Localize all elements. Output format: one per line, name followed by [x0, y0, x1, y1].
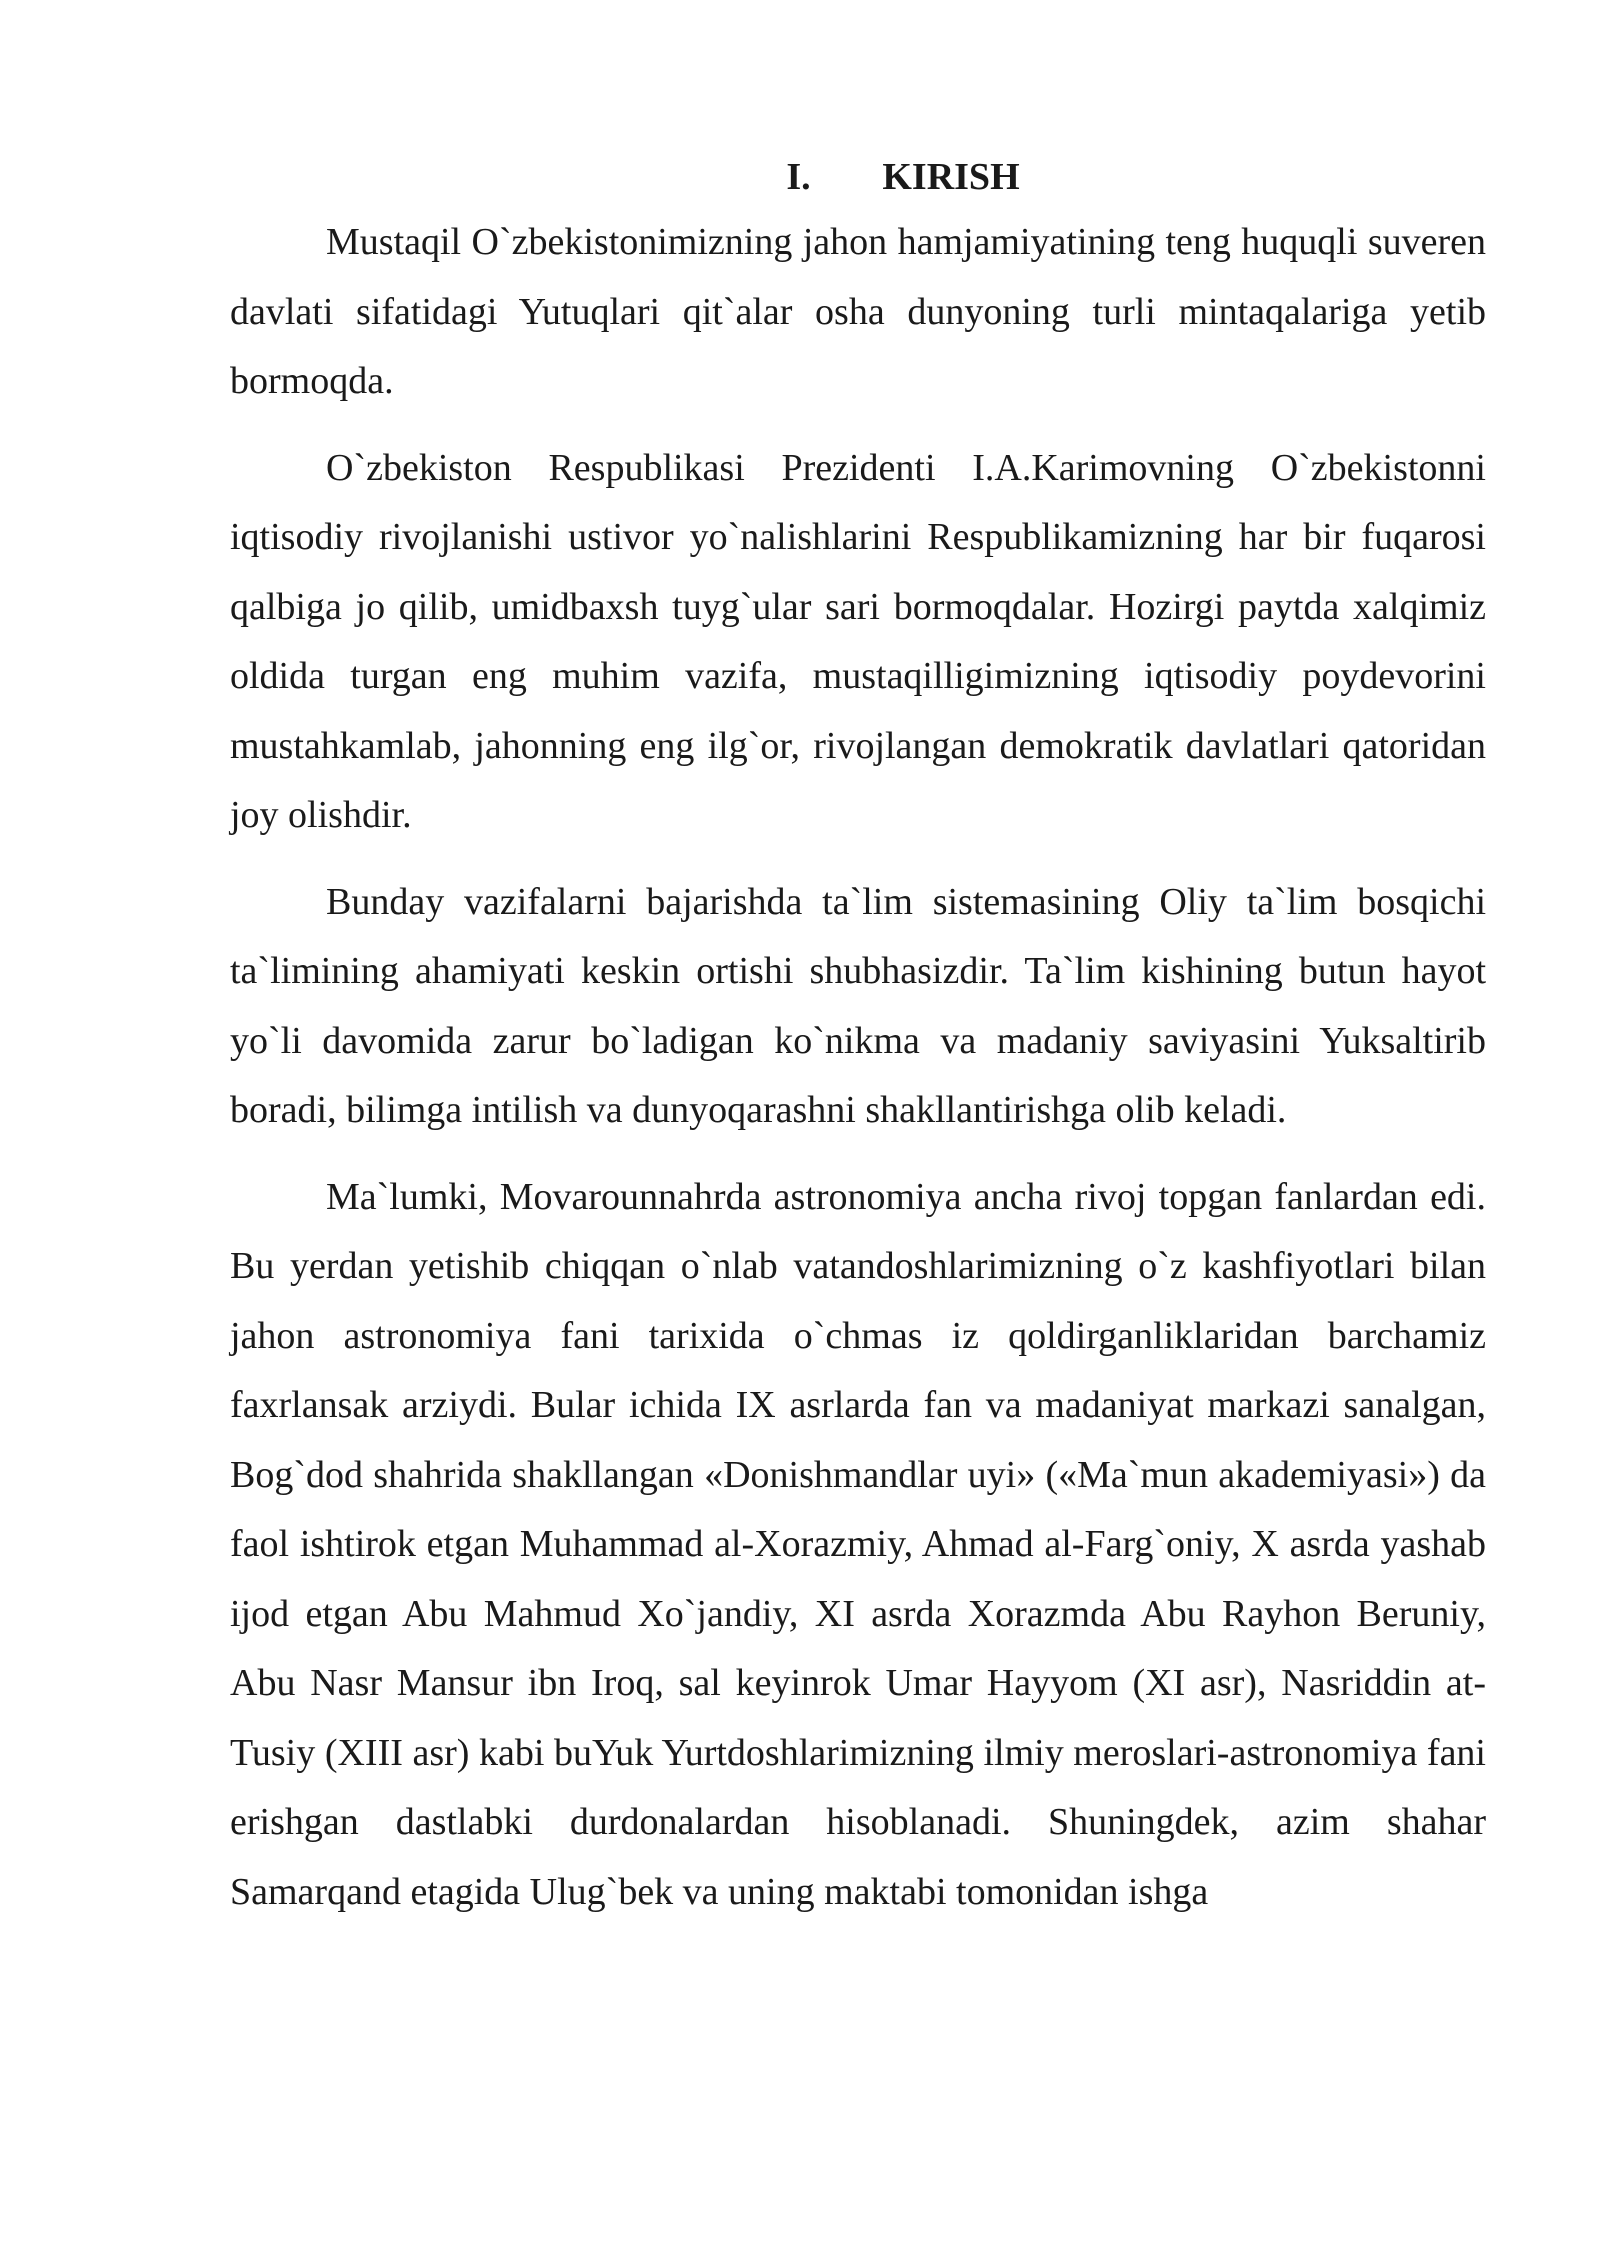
paragraph: Mustaqil O`zbekistonimizning jahon hamjamiyatining teng huquqli suveren davlati sifatidagi Yutuqlari qit`alar osha dunyoning turli mintaqalariga yetib bormoqda.: [230, 221, 1486, 402]
section-number: I.: [786, 156, 811, 198]
paragraph: Ma`lumki, Movarounnahrda astronomiya ancha rivoj topgan fanlardan edi. Bu yerdan yetishib chiqqan o`nlab vatandoshlarimizning o`z kashfiyotlari bilan jahon astronomiya fani tarixida o`chmas iz qoldirganliklaridan barchamiz faxrlansak arziydi. Bular ichida IX asrlarda fan va madaniyat markazi sanalgan, Bog`dod shahrida shakllangan «Donishmandlar uyi» («Ma`mun akademiyasi») da faol ishtirok etgan Muhammad al-Xorazmiy, Ahmad al-Farg`oniy, X asrda yashab ijod etgan Abu Mahmud Xo`jandiy, XI asrda Xorazmda Abu Rayhon Beruniy, Abu Nasr Mansur ibn Iroq, sal keyinrok Umar Hayyom (XI asr), Nasriddin at-Tusiy (XIII asr) kabi buYuk Yurtdoshlarimizning ilmiy meroslari-astronomiya fani erishgan dastlabki durdonalardan hisoblanadi. Shuningdek, azim shahar Samarqand etagida Ulug`bek va uning maktabi tomonidan ishga: [230, 1175, 1486, 1913]
paragraph: Bunday vazifalarni bajarishda ta`lim sistemasining Oliy ta`lim bosqichi ta`limining ahamiyati keskin ortishi shubhasizdir. Ta`lim kishining butun hayot yo`li davomida zarur bo`ladigan ko`nikma va madaniy saviyasini Yuksaltirib boradi, bilimga intilish va dunyoqarashni shakllantirishga olib keladi.: [230, 880, 1486, 1131]
document-body: [230, 148, 1486, 1944]
section-title: KIRISH: [882, 156, 1020, 198]
paragraph: O`zbekiston Respublikasi Prezidenti I.A.Karimovning O`zbekistonni iqtisodiy rivojlanishi ustivor yo`nalishlarini Respublikamizning har bir fuqarosi qalbiga jo qilib, umidbaxsh tuyg`ular sari bormoqdalar. Hozirgi paytda xalqimiz oldida turgan eng muhim vazifa, mustaqilligimizning iqtisodiy poydevorini mustahkamlab, jahonning eng ilg`or, rivojlangan demokratik davlatlari qatoridan joy olishdir.: [230, 446, 1486, 836]
section-heading: [230, 148, 1486, 206]
